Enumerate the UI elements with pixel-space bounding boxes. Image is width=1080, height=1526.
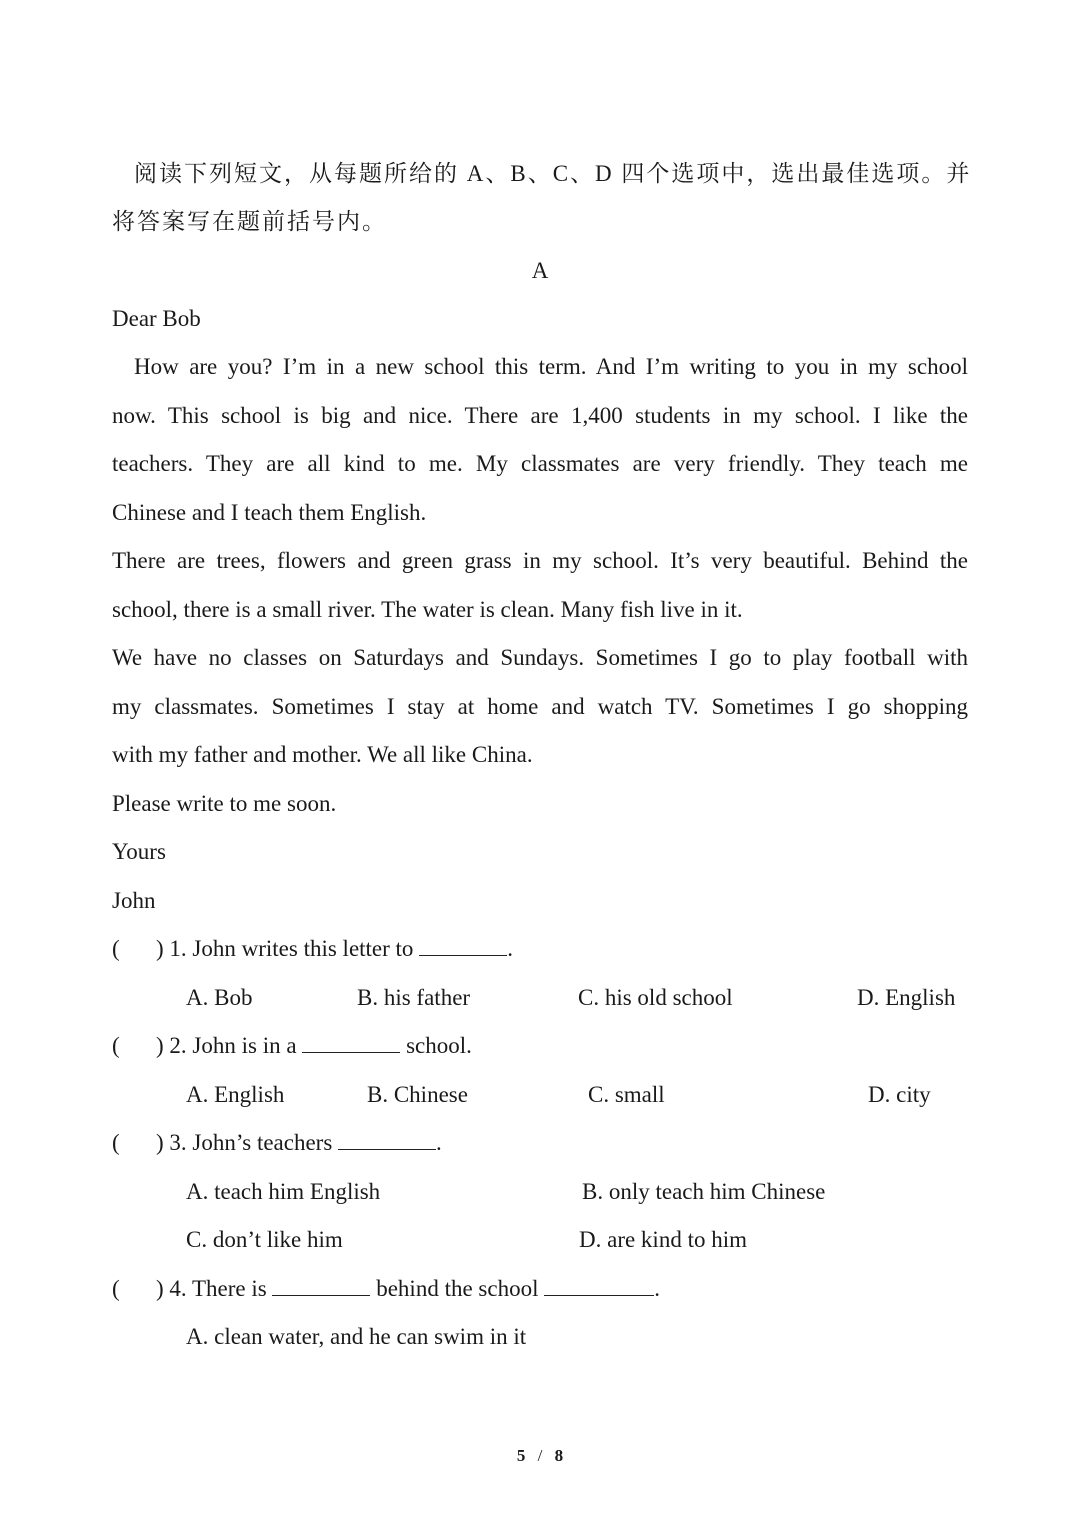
question-3-option-b[interactable]: B. only teach him Chinese: [582, 1179, 826, 1204]
question-1-option-c[interactable]: C. his old school: [578, 985, 733, 1010]
question-text: ) 2. John is in a: [156, 1033, 297, 1058]
letter-line: now. This school is big and nice. There are 1,400 students in my school. I like the: [112, 403, 968, 428]
letter-line: [112, 352, 968, 382]
passage-label: A: [531, 258, 549, 283]
letter-line: Chinese and I teach them English.: [112, 500, 427, 525]
page-number: [0, 1444, 1080, 1468]
question-text: .: [436, 1130, 442, 1155]
answer-paren[interactable]: (: [112, 1276, 120, 1301]
answer-blank[interactable]: [302, 1032, 400, 1053]
letter-line: school, there is a small river. The water is clean. Many fish live in it.: [112, 597, 743, 622]
letter-line: my classmates. Sometimes I stay at home and watch TV. Sometimes I go shopping: [112, 694, 968, 719]
instructions-text-1: 阅读下列短文，从每题所给的 A、B、C、D 四个选项中，选出最佳选项。并: [134, 161, 972, 186]
letter-signature: John: [112, 888, 156, 913]
letter-line: with my father and mother. We all like China.: [112, 742, 533, 767]
question-1-option-b[interactable]: B. his father: [357, 985, 471, 1010]
question-text: ) 4. There is: [156, 1276, 267, 1301]
answer-blank[interactable]: [272, 1275, 370, 1296]
question-text: .: [507, 936, 513, 961]
letter-line: We have no classes on Saturdays and Sundays. Sometimes I go to play football with: [112, 645, 968, 670]
letter-line: teachers. They are all kind to me. My classmates are very friendly. They teach me: [112, 451, 968, 476]
question-text: school.: [406, 1033, 472, 1058]
question-text: ) 3. John’s teachers: [156, 1130, 333, 1155]
answer-paren[interactable]: (: [112, 1033, 120, 1058]
question-4-stem: [112, 1274, 968, 1304]
question-2-option-a[interactable]: A. English: [186, 1082, 285, 1107]
letter-greeting: Dear Bob: [112, 306, 201, 331]
question-3-option-c[interactable]: C. don’t like him: [186, 1227, 343, 1252]
question-2-stem: [112, 1031, 968, 1061]
page-separator: /: [537, 1446, 543, 1465]
question-2-option-c[interactable]: C. small: [588, 1082, 665, 1107]
answer-paren[interactable]: (: [112, 936, 120, 961]
question-1-stem: [112, 934, 968, 964]
question-3-option-a[interactable]: A. teach him English: [186, 1179, 381, 1204]
letter-line-text: How are you? I’m in a new school this term. And I’m writing to you in my school: [134, 354, 968, 379]
question-1-option-a[interactable]: A. Bob: [186, 985, 253, 1010]
question-text: behind the school: [376, 1276, 539, 1301]
instructions-line-2: 将答案写在题前括号内。: [112, 209, 387, 234]
letter-line: Please write to me soon.: [112, 791, 337, 816]
answer-paren[interactable]: (: [112, 1130, 120, 1155]
question-3-option-d[interactable]: D. are kind to him: [579, 1227, 747, 1252]
page-current: 5: [516, 1446, 526, 1465]
question-4-option-a[interactable]: A. clean water, and he can swim in it: [186, 1324, 527, 1349]
letter-line: There are trees, flowers and green grass in my school. It’s very beautiful. Behind the: [112, 548, 968, 573]
question-text: ) 1. John writes this letter to: [156, 936, 414, 961]
answer-blank[interactable]: [544, 1275, 654, 1296]
page-total: 8: [554, 1446, 564, 1465]
answer-blank[interactable]: [419, 935, 507, 956]
question-2-option-d[interactable]: D. city: [868, 1082, 931, 1107]
question-2-option-b[interactable]: B. Chinese: [367, 1082, 468, 1107]
question-3-stem: [112, 1128, 968, 1158]
letter-closing: Yours: [112, 839, 166, 864]
question-text: .: [654, 1276, 660, 1301]
question-1-option-d[interactable]: D. English: [857, 985, 956, 1010]
instructions-line-1: [112, 159, 972, 189]
answer-blank[interactable]: [338, 1129, 436, 1150]
